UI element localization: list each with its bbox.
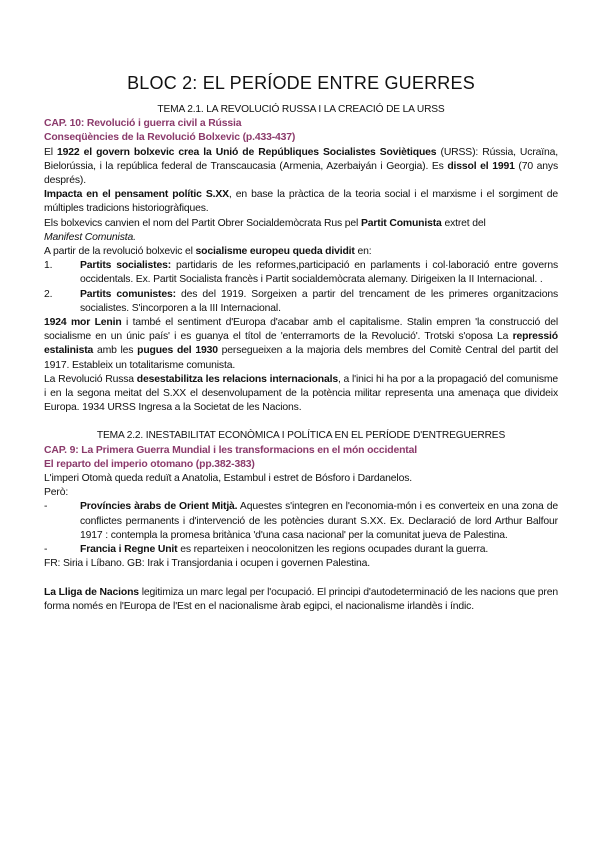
list-item-text	[80, 543, 558, 557]
text-run: (URSS): Rússia, Ucraïna, Bielorússia, i la república federal de Transcaucasia (Armenia, Azerbaiyán i Georgia). Es	[44, 146, 558, 172]
text-run: extret del	[441, 217, 486, 229]
document-title: BLOC 2: EL PERÍODE ENTRE GUERRES	[127, 73, 475, 93]
bold-run: pugues del 1930	[137, 345, 218, 357]
bold-run: 1924 mor Lenin	[44, 317, 122, 329]
italic-run: Manifest Comunista.	[44, 231, 136, 243]
paragraph-urss-creation	[44, 146, 558, 189]
text-run: amb les	[93, 345, 138, 357]
text-run: , a l'inici hi ha por a la propagació del comunisme i en la segona meitat del S.XX el desenvolupament de la potència militar representa una amenaça que divideix Europa. 1934 URSS Ingresa a la Societat de les Nacions.	[44, 373, 558, 414]
document-page	[44, 72, 558, 614]
list-item	[44, 259, 558, 287]
text-run: i també el sentiment d'Europa d'acabar amb el capitalisme. Stalin empren 'la construcció del socialisme en un únic país' i es guanya el títol de 'enterramorts de la Revolució'. Trotski s'oposa La	[44, 317, 558, 343]
list-item	[44, 288, 558, 316]
text-run: La Revolució Russa	[44, 373, 137, 385]
spacer	[44, 415, 558, 429]
text-run: en:	[354, 246, 372, 258]
list-item	[44, 500, 558, 543]
bold-run: 1922 el govern bolxevic crea la Unió de Repúbliques Socialistes Soviètiques	[57, 146, 437, 158]
bold-run: Partit Comunista	[360, 217, 442, 229]
list-item	[44, 543, 558, 557]
text-run: legitimiza un marc legal per l'ocupació. El principi d'autodeterminació de les nacions que pren forma només en l'Europa de l'Est en el nacionalisme àrab egipci, el nacionalisme irlandès i índic.	[44, 586, 558, 612]
paragraph-but: Però:	[44, 487, 69, 499]
bold-run: repressió estalinista	[44, 331, 558, 357]
text-run: A partir de la revolució bolxevic el	[44, 246, 196, 258]
paragraph-league-of-nations	[44, 586, 558, 614]
chapter-heading-10: CAP. 10: Revolució i guerra civil a Rússia	[44, 118, 242, 130]
bold-run: Impacta en el pensament polític S.XX	[44, 189, 229, 201]
list-item-text	[80, 288, 558, 316]
list-marker: -	[44, 501, 48, 513]
paragraph-lenin-stalin	[44, 316, 558, 373]
subheading-bolshevik-consequences: Conseqüències de la Revolució Bolxevic (p.433-437)	[44, 132, 296, 144]
text-run: Aquestes s'integren en l'economia-món i es converteix en una zona de conflictes permanents i d'intervenció de les potències durant S.XX. Ex. Declaració de lord Arthur Balfour 1917 : contempla la promesa britànica 'd'una casa nacional' per la comunitat jueva de Palestina.	[80, 501, 558, 541]
bold-run: Partits socialistes:	[80, 260, 172, 272]
bold-run: Províncies àrabs de Orient Mitjà.	[80, 501, 238, 513]
list-item-text	[80, 259, 558, 287]
topic-heading-2-1: TEMA 2.1. LA REVOLUCIÓ RUSSA I LA CREACIÓ DE LA URSS	[157, 104, 445, 115]
spacer	[44, 572, 558, 586]
paragraph-ottoman-reduced: L'imperi Otomà queda reduït a Anatolia, Estambul i estret de Bósforo i Dardanelos.	[44, 473, 412, 485]
text-run: es reparteixen i neocolonitzen les regions ocupades durant la guerra.	[177, 544, 489, 556]
paragraph-socialism-divided	[44, 245, 558, 259]
list-item-text	[80, 500, 558, 543]
text-run: (70 anys després).	[44, 160, 558, 187]
bold-run: La Lliga de Nacions	[44, 586, 139, 598]
list-marker: -	[44, 544, 48, 556]
bold-run: dissol el 1991	[447, 160, 515, 172]
text-run: des del 1919. Sorgeixen a partir del trencament de les primeres organitzacions socialistes. S'incorporen a la III Internacional.	[80, 288, 558, 314]
chapter-heading-9: CAP. 9: La Primera Guerra Mundial i les transformacions en el món occidental	[44, 444, 417, 456]
text-run: partidaris de les reformes,participació en parlaments i col·laboració entre governs occidentals. Ex. Partit Socialista francès i Partit socialdemòcrata alemany. Dirigeixen la II Internacional. .	[80, 260, 558, 286]
text-run: Els bolxevics canvien el nom del Partit Obrer Socialdemòcrata Rus pel	[44, 217, 361, 229]
paragraph-political-thought	[44, 188, 558, 216]
subheading-ottoman-empire: El reparto del imperio otomano (pp.382-383)	[44, 458, 255, 470]
bold-run: Francia i Regne Unit	[80, 544, 178, 556]
bold-run: socialisme europeu queda dividit	[195, 246, 355, 258]
list-marker: 2.	[44, 288, 53, 300]
paragraph-communist-party	[44, 217, 558, 245]
paragraph-international-relations	[44, 373, 558, 416]
topic-heading-2-2: TEMA 2.2. INESTABILITAT ECONÒMICA I POLÍTICA EN EL PERÍODE D'ENTREGUERRES	[96, 430, 506, 442]
paragraph-fr-gb: FR: Siria i Líbano. GB: Irak i Transjordania i ocupen i governen Palestina.	[44, 558, 371, 570]
bold-run: desestabilitza les relacions internacionals	[136, 373, 338, 385]
list-marker: 1.	[44, 260, 53, 272]
bold-run: Partits comunistes:	[80, 288, 176, 300]
text-run: , en base la pràctica de la teoria social i el marxisme i el sorgiment de múltiples tradicions historiogràfiques.	[44, 189, 558, 215]
text-run: persegueixen a la majoria dels membres del Comitè Central del partit del 1917. Estableix un totalitarisme comunista.	[44, 345, 558, 371]
text-run: El	[44, 146, 58, 158]
